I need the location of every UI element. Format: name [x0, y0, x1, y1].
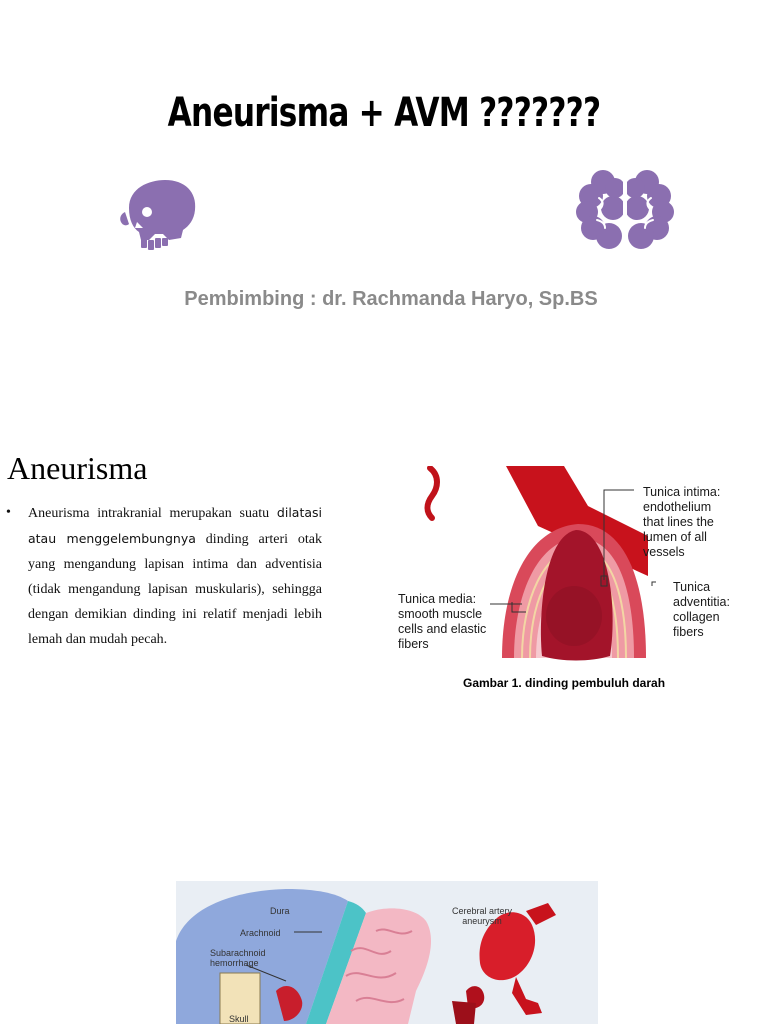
label-dura: Dura — [270, 906, 290, 916]
section-heading: Aneurisma — [7, 450, 148, 486]
bullet-text — [28, 500, 322, 652]
brain-icon — [575, 168, 675, 252]
bullet-text-emphasis: dilatasi atau menggelembungnya — [28, 505, 322, 546]
label-arachnoid: Arachnoid — [240, 928, 281, 938]
label-tunica-media: Tunica media: smooth muscle cells and elastic fibers — [398, 592, 487, 651]
label-tunica-intima: Tunica intima: endothelium that lines the lumen of all vessels — [643, 485, 721, 559]
label-cerebral-artery-aneurysm: Cerebral artery aneurysm — [452, 906, 513, 926]
label-subarachnoid-hemorrhage: Subarachnoid hemorrhage — [210, 948, 266, 968]
figure-caption: Gambar 1. dinding pembuluh darah — [463, 676, 666, 690]
bullet-text-part2: dinding arteri otak yang mengandung lapisan intima dan adventisia (tidak mengandung lapisan muskularis), sehingga dengan demikian dinding ini relatif menjadi lebih lemah dan mudah pecah. — [28, 532, 323, 647]
label-tunica-adventitia: Tunica adventitia: collagen fibers — [673, 580, 730, 639]
bullet-marker: • — [6, 505, 11, 520]
page-title: Aneurisma + AVM ??????? — [167, 90, 601, 136]
bullet-text-part1: Aneurisma intrakranial merupakan suatu — [28, 506, 277, 521]
skull-icon — [115, 178, 199, 254]
bullet-paragraph — [6, 500, 322, 652]
label-skull: Skull — [229, 1014, 249, 1024]
supervisor-subtitle: Pembimbing : dr. Rachmanda Haryo, Sp.BS — [184, 288, 598, 310]
